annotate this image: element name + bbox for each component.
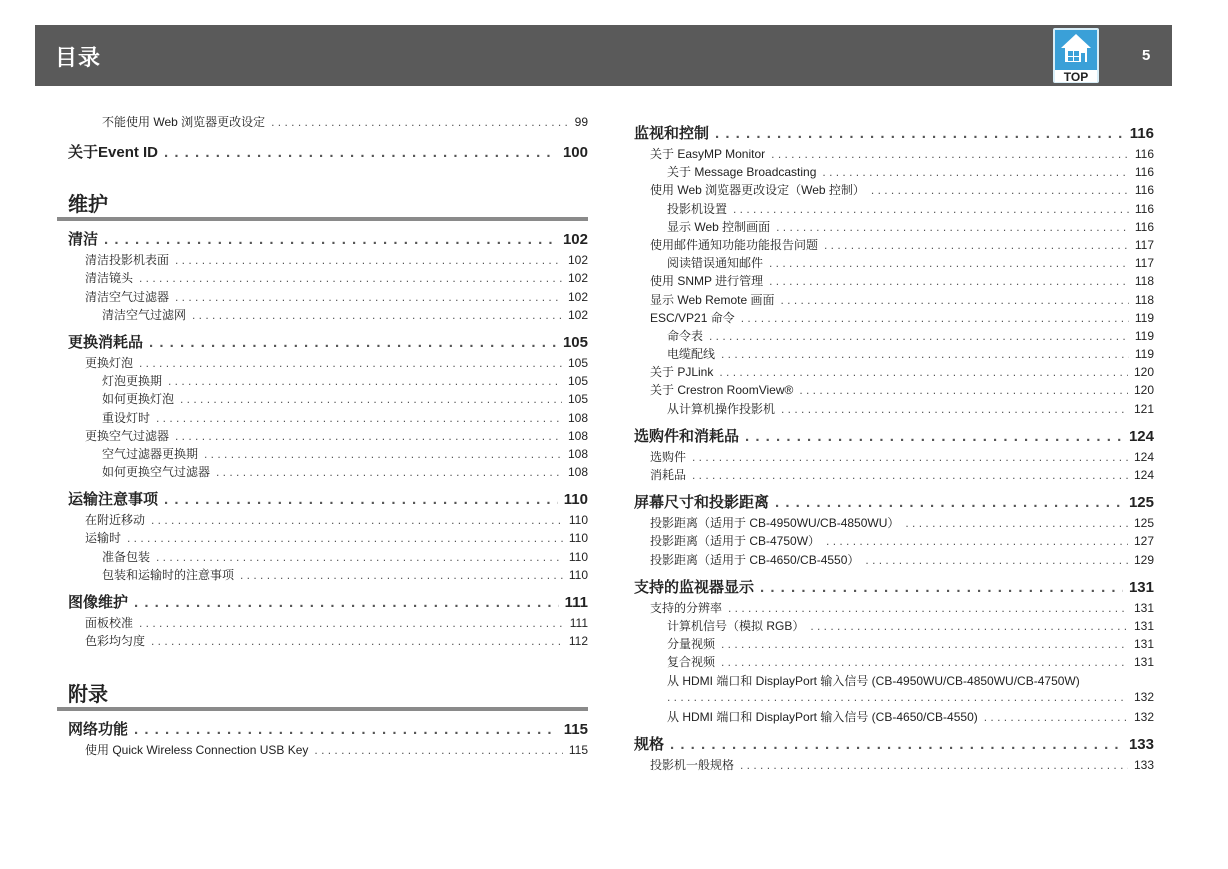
- toc-entry[interactable]: 电缆配线 . . . 119: [634, 345, 1154, 363]
- toc-entry[interactable]: 使用邮件通知功能功能报告问题 . . . 117: [634, 236, 1154, 254]
- toc-entry[interactable]: 包装和运输时的注意事项 . . . 110: [57, 566, 588, 584]
- toc-entry[interactable]: 投影机一般规格 . . . 133: [634, 756, 1154, 774]
- toc-entry[interactable]: 关于 EasyMP Monitor . . . 116: [634, 145, 1154, 163]
- part-appendix: [57, 678, 588, 711]
- toc-chapter-image-maintenance[interactable]: 图像维护 . . . 111: [57, 591, 588, 614]
- page-number: 5: [1142, 47, 1151, 64]
- toc-entry[interactable]: 准备包装 . . . 110: [57, 548, 588, 566]
- toc-entry[interactable]: 分量视频 . . . 131: [634, 635, 1154, 653]
- toc-entry[interactable]: 关于 PJLink . . . 120: [634, 363, 1154, 381]
- page-title: 目录: [55, 45, 102, 70]
- toc-entry[interactable]: 复合视频 . . . 131: [634, 653, 1154, 671]
- toc-entry[interactable]: 空气过滤器更换期 . . . 108: [57, 445, 588, 463]
- toc-entry[interactable]: 投影距离（适用于 CB-4750W） . . . 127: [634, 532, 1154, 550]
- toc-entry[interactable]: 使用 Quick Wireless Connection USB Key . . . 115: [57, 741, 588, 759]
- toc-entry[interactable]: 显示 Web Remote 画面 . . . 118: [634, 291, 1154, 309]
- toc-chapter-transport[interactable]: 运输注意事项 . . . 110: [57, 488, 588, 511]
- toc-entry[interactable]: 清洁空气过滤网 . . . 102: [57, 306, 588, 324]
- toc-entry[interactable]: 关于 Crestron RoomView® . . . 120: [634, 381, 1154, 399]
- toc-entry[interactable]: 计算机信号（模拟 RGB） . . . 131: [634, 617, 1154, 635]
- toc-chapter-event-id[interactable]: 关于Event ID . . . 100: [57, 141, 588, 164]
- toc-chapter-network[interactable]: 网络功能 . . . 115: [57, 718, 588, 741]
- part-divider: [57, 707, 588, 711]
- toc-entry[interactable]: 投影机设置 . . . 116: [634, 200, 1154, 218]
- toc-entry[interactable]: 关于 Message Broadcasting . . . 116: [634, 163, 1154, 181]
- part-maintenance: [57, 188, 588, 221]
- toc-entry-wrapped-title[interactable]: 从 HDMI 端口和 DisplayPort 输入信号 (CB-4950WU/CB-4850WU/CB-4750W): [667, 673, 1080, 688]
- toc-entry[interactable]: ESC/VP21 命令 . . . 119: [634, 309, 1154, 327]
- toc-entry[interactable]: 阅读错误通知邮件 . . . 117: [634, 254, 1154, 272]
- toc-chapter-specs[interactable]: 规格 . . . 133: [634, 733, 1154, 756]
- toc-entry[interactable]: 不能使用 Web 浏览器更改设定 . . . 99: [57, 113, 588, 131]
- home-icon: [1053, 28, 1099, 83]
- toc-entry[interactable]: 清洁镜头 . . . 102: [57, 269, 588, 287]
- toc-entry[interactable]: 从计算机操作投影机 . . . 121: [634, 400, 1154, 418]
- left-column: [57, 113, 588, 760]
- toc-entry[interactable]: 投影距离（适用于 CB-4950WU/CB-4850WU） . . . 125: [634, 514, 1154, 532]
- part-title: 维护: [68, 194, 108, 217]
- toc-chapter-consumables[interactable]: 更换消耗品 . . . 105: [57, 331, 588, 354]
- toc-entry[interactable]: 消耗品 . . . 124: [634, 466, 1154, 484]
- toc-entry[interactable]: 命令表 . . . 119: [634, 327, 1154, 345]
- toc-entry[interactable]: 如何更换空气过滤器 . . . 108: [57, 463, 588, 481]
- part-title: 附录: [68, 684, 108, 707]
- toc-entry[interactable]: 如何更换灯泡 . . . 105: [57, 390, 588, 408]
- toc-chapter-monitoring[interactable]: 监视和控制 . . . 116: [634, 122, 1154, 145]
- top-label: TOP: [1063, 70, 1089, 83]
- toc-entry[interactable]: 显示 Web 控制画面 . . . 116: [634, 218, 1154, 236]
- toc-entry[interactable]: 使用 SNMP 进行管理 . . . 118: [634, 272, 1154, 290]
- page-header: [35, 25, 1172, 86]
- part-divider: [57, 217, 588, 221]
- toc-entry[interactable]: 使用 Web 浏览器更改设定（Web 控制） . . . 116: [634, 181, 1154, 199]
- toc-entry[interactable]: 运输时 . . . 110: [57, 529, 588, 547]
- toc-entry[interactable]: 色彩均匀度 . . . 112: [57, 632, 588, 650]
- right-column: [634, 113, 1154, 774]
- toc-entry[interactable]: 选购件 . . . 124: [634, 448, 1154, 466]
- toc-entry[interactable]: 灯泡更换期 . . . 105: [57, 372, 588, 390]
- toc-entry[interactable]: 重设灯时 . . . 108: [57, 409, 588, 427]
- toc-entry[interactable]: 支持的分辨率 . . . 131: [634, 599, 1154, 617]
- toc-entry[interactable]: 投影距离（适用于 CB-4650/CB-4550） . . . 129: [634, 551, 1154, 569]
- toc-chapter-cleaning[interactable]: 清洁 . . . 102: [57, 228, 588, 251]
- toc-chapter-options[interactable]: 选购件和消耗品 . . . 124: [634, 425, 1154, 448]
- toc-entry-wrapped-leader[interactable]: . . . 132: [634, 690, 1154, 708]
- top-button[interactable]: [1053, 28, 1099, 83]
- toc-chapter-screen-size[interactable]: 屏幕尺寸和投影距离 . . . 125: [634, 491, 1154, 514]
- toc-entry[interactable]: 面板校准 . . . 111: [57, 614, 588, 632]
- toc-chapter-monitor-display[interactable]: 支持的监视器显示 . . . 131: [634, 576, 1154, 599]
- toc-entry[interactable]: 更换灯泡 . . . 105: [57, 354, 588, 372]
- toc-entry[interactable]: 在附近移动 . . . 110: [57, 511, 588, 529]
- toc-entry[interactable]: 从 HDMI 端口和 DisplayPort 输入信号 (CB-4650/CB-4550) . . . 132: [634, 708, 1154, 726]
- toc-entry[interactable]: 清洁空气过滤器 . . . 102: [57, 288, 588, 306]
- toc-entry[interactable]: 更换空气过滤器 . . . 108: [57, 427, 588, 445]
- toc-entry[interactable]: 清洁投影机表面 . . . 102: [57, 251, 588, 269]
